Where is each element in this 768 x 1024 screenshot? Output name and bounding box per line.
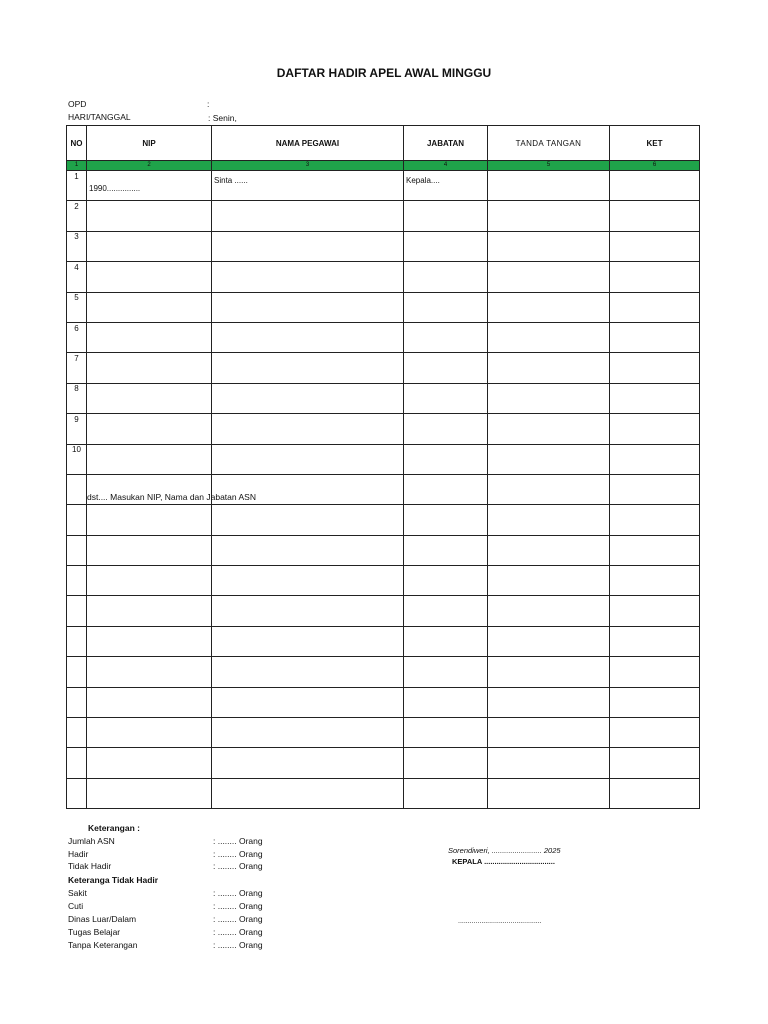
ket-cell [610,201,700,231]
no-cell [67,748,87,778]
nip-cell [87,231,212,261]
absent-label: Sakit [68,888,87,898]
nip-cell [87,444,212,474]
no-cell-text: 10 [72,445,81,455]
nip-cell [87,322,212,352]
summary-value: : ........ Orang [213,849,263,859]
table-row [67,626,700,656]
no-cell [67,474,87,504]
column-number: 3 [212,161,404,171]
table-row [67,657,700,687]
nip-cell [87,171,212,201]
jabatan-cell-text: Kepala.... [406,175,440,185]
no-cell [67,171,87,201]
no-cell-text: 7 [74,354,79,364]
table-row [67,718,700,748]
column-number: 5 [488,161,610,171]
summary-label: Hadir [68,849,89,859]
tanda-tangan-cell [488,718,610,748]
absent-value: : ........ Orang [213,927,263,937]
jabatan-cell [404,353,488,383]
column-number: 4 [404,161,488,171]
no-cell [67,414,87,444]
table-row [67,322,700,352]
summary-heading: Keterangan : [88,823,140,833]
column-number: 1 [67,161,87,171]
absent-heading: Keteranga Tidak Hadir [68,875,159,885]
summary-value: : ........ Orang [213,836,263,846]
summary-label: Jumlah ASN [68,836,115,846]
jabatan-cell [404,231,488,261]
tanda-tangan-cell [488,535,610,565]
table-row [67,687,700,717]
signature-role: KEPALA .................................. [452,857,555,866]
no-cell [67,353,87,383]
no-cell [67,505,87,535]
tanda-tangan-cell [488,657,610,687]
table-row [67,171,700,201]
tanda-tangan-cell [488,748,610,778]
tanda-tangan-cell [488,444,610,474]
no-cell-text: 3 [74,232,79,242]
ket-cell [610,505,700,535]
jabatan-cell [404,171,488,201]
table-body [67,171,700,809]
date-value: : Senin, [208,113,237,123]
nip-cell [87,383,212,413]
header-ket: KET [610,126,700,161]
instruction-text: dst.... Masukan NIP, Nama dan Jabatan ASN [87,492,256,502]
jabatan-cell [404,383,488,413]
ket-cell [610,718,700,748]
no-cell-text: 8 [74,384,79,394]
absent-label: Tugas Belajar [68,927,121,937]
opd-colon: : [207,99,210,109]
jabatan-cell [404,596,488,626]
nip-cell [87,535,212,565]
tanda-tangan-cell [488,596,610,626]
no-cell [67,778,87,808]
ket-cell [610,444,700,474]
nama-cell [212,201,404,231]
table-row [67,383,700,413]
nip-cell [87,414,212,444]
nip-cell [87,566,212,596]
nama-cell [212,566,404,596]
no-cell [67,231,87,261]
nama-cell [212,171,404,201]
tanda-tangan-cell [488,353,610,383]
nama-cell [212,535,404,565]
summary-label: Tidak Hadir [68,861,112,871]
ket-cell [610,566,700,596]
date-label: HARI/TANGGAL [68,112,131,122]
nip-cell-text: 1990............... [89,184,141,194]
nama-cell [212,383,404,413]
jabatan-cell [404,505,488,535]
no-cell-text: 2 [74,202,79,212]
jabatan-cell [404,262,488,292]
header-no: NO [67,126,87,161]
tanda-tangan-cell [488,201,610,231]
no-cell [67,687,87,717]
no-cell [67,201,87,231]
tanda-tangan-cell [488,505,610,535]
ket-cell [610,322,700,352]
absent-value: : ........ Orang [213,914,263,924]
absent-value: : ........ Orang [213,940,263,950]
tanda-tangan-cell [488,231,610,261]
nama-cell [212,292,404,322]
nip-cell [87,718,212,748]
ket-cell [610,687,700,717]
nama-cell [212,231,404,261]
nama-cell-text: Sinta ...... [214,175,248,185]
signature-name-line: ........................................... [458,918,542,925]
tanda-tangan-cell [488,383,610,413]
no-cell [67,292,87,322]
nip-cell [87,353,212,383]
table-row [67,748,700,778]
tanda-tangan-cell [488,171,610,201]
jabatan-cell [404,322,488,352]
tanda-tangan-cell [488,474,610,504]
no-cell-text: 6 [74,323,79,333]
table-row [67,353,700,383]
jabatan-cell [404,718,488,748]
document-title: DAFTAR HADIR APEL AWAL MINGGU [276,66,492,80]
nama-cell [212,718,404,748]
nip-cell [87,748,212,778]
nama-cell [212,444,404,474]
nip-cell [87,626,212,656]
no-cell [67,383,87,413]
table-row [67,505,700,535]
ket-cell [610,748,700,778]
tanda-tangan-cell [488,414,610,444]
tanda-tangan-cell [488,322,610,352]
nip-cell [87,657,212,687]
jabatan-cell [404,474,488,504]
jabatan-cell [404,414,488,444]
table-row [67,566,700,596]
jabatan-cell [404,201,488,231]
nip-cell [87,778,212,808]
no-cell [67,566,87,596]
nip-cell [87,687,212,717]
table-header-row [67,126,700,161]
absent-label: Cuti [68,901,84,911]
tanda-tangan-cell [488,292,610,322]
absent-label: Tanpa Keterangan [68,940,138,950]
no-cell-text: 4 [74,262,79,272]
summary-value: : ........ Orang [213,861,263,871]
header-tanda-tangan: TANDA TANGAN [488,126,610,161]
table-row [67,444,700,474]
table-row [67,535,700,565]
jabatan-cell [404,626,488,656]
nama-cell [212,596,404,626]
attendance-table [66,125,700,809]
no-cell [67,535,87,565]
no-cell [67,718,87,748]
ket-cell [610,353,700,383]
absent-value: : ........ Orang [213,901,263,911]
nip-cell [87,262,212,292]
ket-cell [610,596,700,626]
nama-cell [212,657,404,687]
no-cell [67,596,87,626]
table-row [67,262,700,292]
nama-cell [212,778,404,808]
tanda-tangan-cell [488,626,610,656]
no-cell-text: 1 [74,171,79,181]
header-nama: NAMA PEGAWAI [212,126,404,161]
header-jabatan: JABATAN [404,126,488,161]
no-cell-text: 5 [74,293,79,303]
jabatan-cell [404,778,488,808]
tanda-tangan-cell [488,566,610,596]
nip-cell [87,596,212,626]
ket-cell [610,292,700,322]
jabatan-cell [404,687,488,717]
absent-value: : ........ Orang [213,888,263,898]
nama-cell [212,414,404,444]
table-row [67,231,700,261]
absent-label: Dinas Luar/Dalam [68,914,137,924]
no-cell [67,444,87,474]
ket-cell [610,778,700,808]
ket-cell [610,383,700,413]
no-cell [67,626,87,656]
table-row [67,201,700,231]
nama-cell [212,262,404,292]
nama-cell [212,505,404,535]
column-number-row [67,161,700,171]
jabatan-cell [404,535,488,565]
header-nip: NIP [87,126,212,161]
table-row [67,414,700,444]
table-row [67,778,700,808]
ket-cell [610,657,700,687]
nama-cell [212,748,404,778]
nip-cell [87,201,212,231]
column-number: 6 [610,161,700,171]
tanda-tangan-cell [488,778,610,808]
jabatan-cell [404,566,488,596]
signature-place-date: Sorendiweri, ........................ 2025 [448,846,561,855]
ket-cell [610,231,700,261]
no-cell-text: 9 [74,414,79,424]
ket-cell [610,535,700,565]
table-row [67,292,700,322]
ket-cell [610,262,700,292]
tanda-tangan-cell [488,262,610,292]
no-cell [67,322,87,352]
ket-cell [610,626,700,656]
nip-cell [87,292,212,322]
jabatan-cell [404,444,488,474]
ket-cell [610,414,700,444]
no-cell [67,657,87,687]
table-row [67,596,700,626]
opd-label: OPD [68,99,87,109]
ket-cell [610,474,700,504]
no-cell [67,262,87,292]
tanda-tangan-cell [488,687,610,717]
jabatan-cell [404,292,488,322]
ket-cell [610,171,700,201]
column-number: 2 [87,161,212,171]
nama-cell [212,353,404,383]
jabatan-cell [404,748,488,778]
nama-cell [212,626,404,656]
jabatan-cell [404,657,488,687]
nama-cell [212,687,404,717]
nama-cell [212,322,404,352]
nip-cell [87,505,212,535]
